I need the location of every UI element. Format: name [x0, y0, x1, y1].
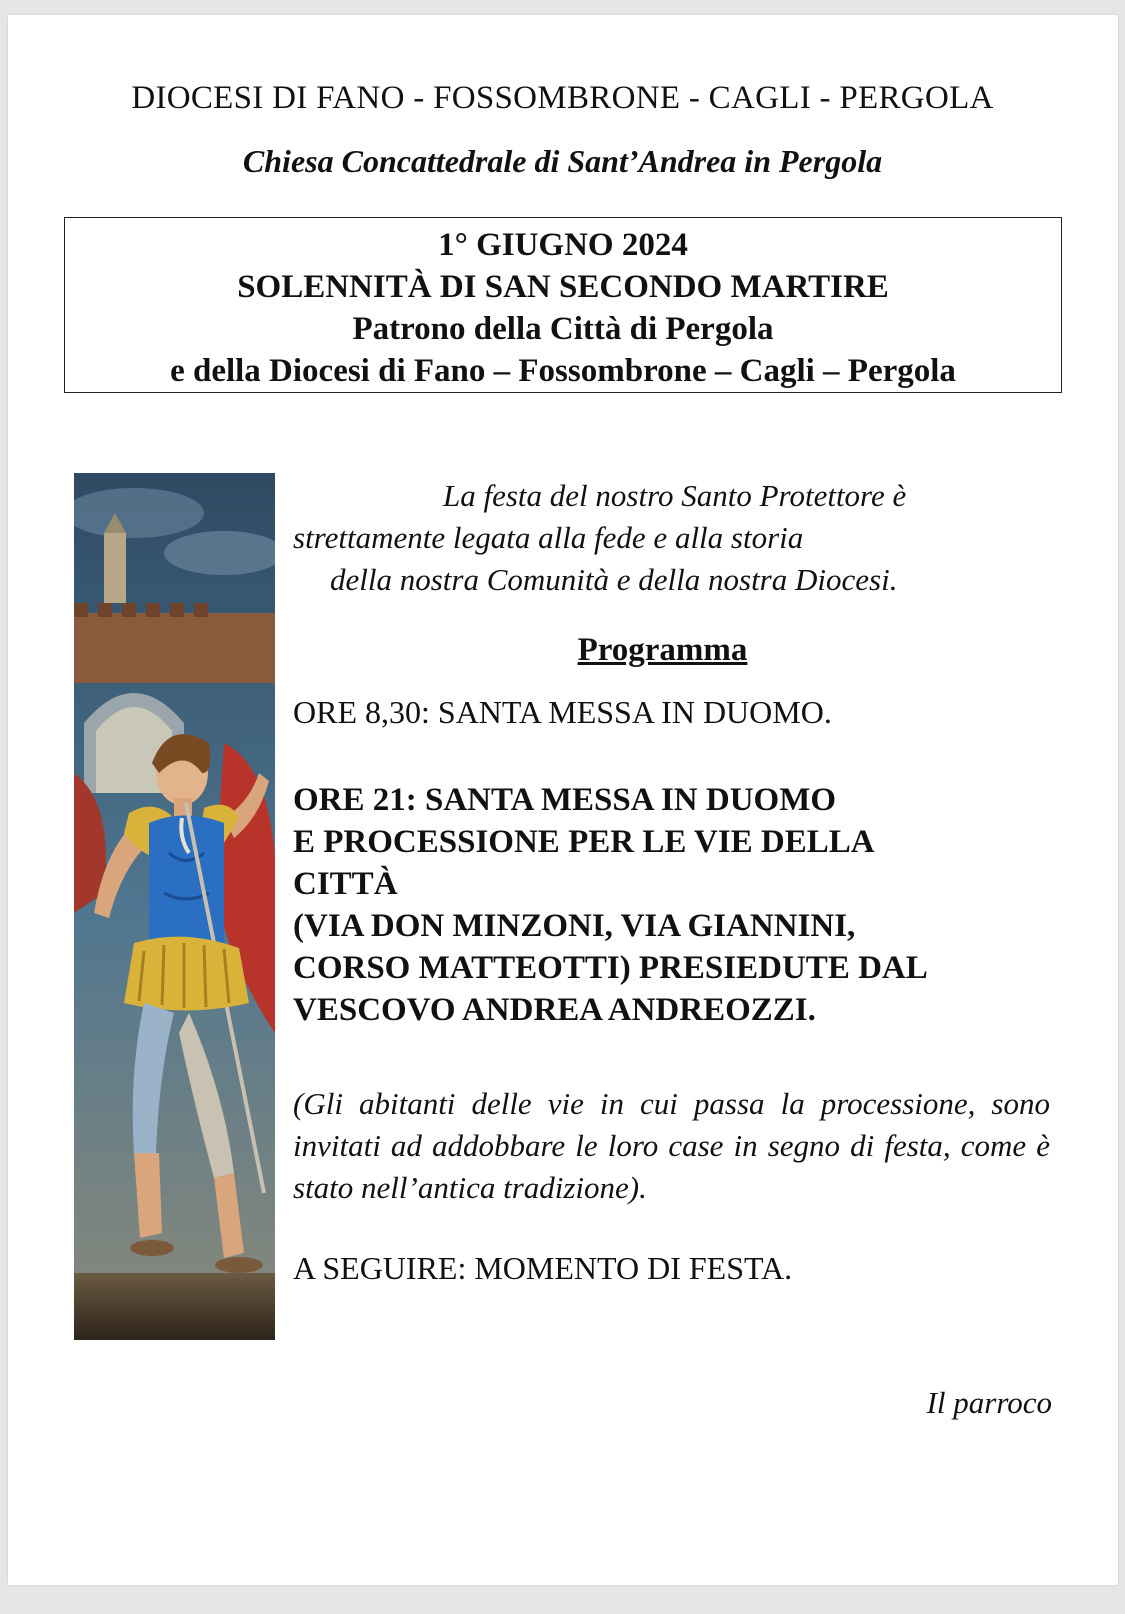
- program-item-2-line: CORSO MATTEOTTI) PRESIEDUTE DAL: [293, 950, 928, 986]
- event-date: 1° GIUGNO 2024: [438, 227, 688, 263]
- signature: Il parroco: [926, 1385, 1052, 1420]
- diocese-heading: DIOCESI DI FANO - FOSSOMBRONE - CAGLI - PERGOLA: [131, 80, 994, 116]
- program-item-1: ORE 8,30: SANTA MESSA IN DUOMO.: [293, 694, 832, 730]
- patron-line: Patrono della Città di Pergola: [352, 311, 774, 347]
- program-item-2: [293, 779, 928, 1031]
- programma-heading: Programma: [577, 632, 748, 668]
- saint-painting-illustration: [74, 473, 275, 1340]
- title-box: [64, 217, 1062, 393]
- intro-line-3: della nostra Comunità e della nostra Diocesi.: [330, 562, 898, 597]
- procession-note: (Gli abitanti delle vie in cui passa la processione, sono invitati ad addobbare le loro case in segno di festa, come è stato nell’antica tradizione).: [293, 1086, 1050, 1205]
- program-item-2-line: VESCOVO ANDREA ANDREOZZI.: [293, 992, 816, 1028]
- program-item-2-line: E PROCESSIONE PER LE VIE DELLA: [293, 824, 875, 860]
- program-item-2-line: ORE 21: SANTA MESSA IN DUOMO: [293, 782, 837, 818]
- program-item-2-line: (VIA DON MINZONI, VIA GIANNINI,: [293, 908, 856, 944]
- intro-line-1: La festa del nostro Santo Protettore è: [443, 478, 907, 513]
- saint-painting: [74, 473, 275, 1340]
- church-subtitle: Chiesa Concattedrale di Sant’Andrea in Pergola: [242, 143, 883, 179]
- solemnity-title: SOLENNITÀ DI SAN SECONDO MARTIRE: [237, 269, 889, 305]
- program-item-3: A SEGUIRE: MOMENTO DI FESTA.: [293, 1250, 793, 1286]
- diocese-line: e della Diocesi di Fano – Fossombrone – Cagli – Pergola: [170, 353, 956, 389]
- program-item-2-line: CITTÀ: [293, 866, 398, 902]
- intro-line-2: strettamente legata alla fede e alla storia: [293, 520, 804, 555]
